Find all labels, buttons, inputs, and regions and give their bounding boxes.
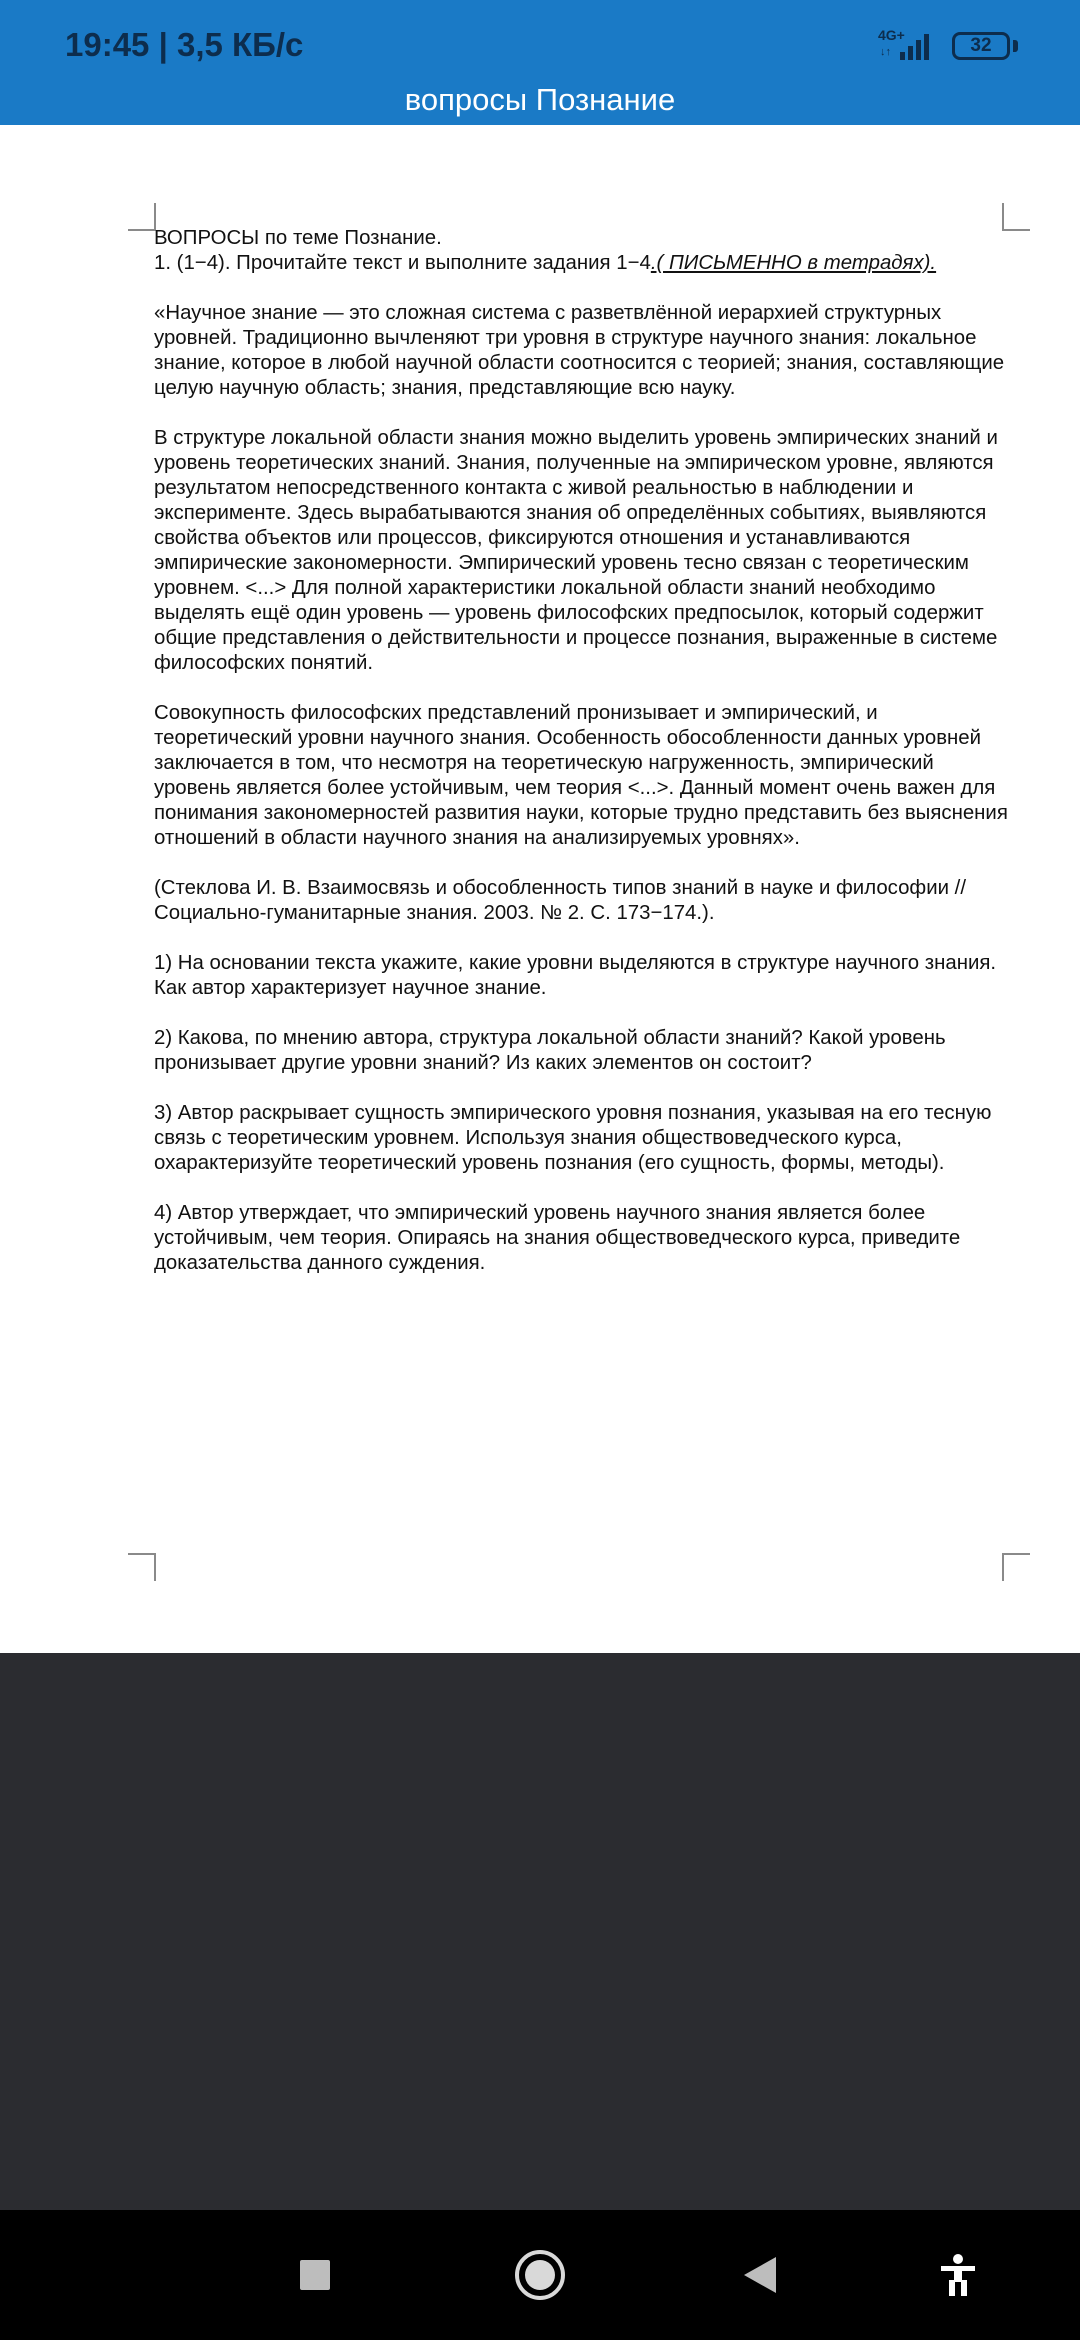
crop-mark-bottom-left — [128, 1553, 156, 1581]
question-2: 2) Какова, по мнению автора, структура локальной области знаний? Какой уровень пронизывает другие уровни знаний? Из каких элементов он состоит? — [154, 1027, 946, 1074]
network-type: 4G+ — [878, 27, 905, 43]
battery-icon — [952, 32, 1010, 60]
question-4: 4) Автор утверждает, что эмпирический уровень научного знания является более устойчивым, чем теория. Опираясь на знания обществоведческого курса, приведите доказательства данного суждения. — [154, 1202, 961, 1274]
paragraph-2: В структуре локальной области знания можно выделить уровень эмпирических знаний и уровень теоретических знаний. Знания, полученные на эмпирическом уровне, являются результатом непосредственного контакта с живой реальностью в наблюдении и эксперименте. Здесь вырабатываются знания об определённых событиях, выявляются свойства объектов или процессов, фиксируются отношения и устанавливаются эмпирические закономерности. Эмпирический уровень тесно связан с теоретическим уровнем. <...> Для полной характеристики локальной области знаний необходимо выделять ещё один уровень — уровень философских предпосылок, который содержит общие представления о действительности и процессе познания, выраженные в системе философских понятий. — [154, 427, 998, 674]
citation: (Стеклова И. В. Взаимосвязь и обособленность типов знаний в науке и философии // Социально-гуманитарные знания. 2003. № 2. С. 173−174.). — [154, 877, 966, 924]
task-line — [154, 251, 1014, 276]
document-title: вопросы Познание — [404, 82, 676, 117]
paragraph-3: Совокупность философских представлений пронизывает и эмпирический, и теоретический уровни научного знания. Особенность обособленности данных уровней заключается в том, что несмотря на теоретическую нагруженность, эмпирический уровень является более устойчивым, чем теория <...>. Данный момент очень важен для понимания закономерностей развития науки, которые трудно представить без выяснения отношений в области научного знания на анализируемых уровнях». — [154, 702, 1008, 849]
question-1: 1) На основании текста укажите, какие уровни выделяются в структуре научного знания. Как автор характеризует научное знание. — [154, 952, 997, 999]
task-line-text: 1. (1−4). Прочитайте текст и выполните задания 1−4 — [154, 252, 651, 274]
circle-icon — [513, 2248, 567, 2302]
crop-mark-top-left — [128, 203, 156, 231]
clock: 19:45 — [65, 26, 150, 63]
viewer-background — [0, 1653, 1080, 2210]
document-heading: ВОПРОСЫ по теме Познание. — [154, 227, 442, 249]
home-button[interactable] — [500, 2210, 580, 2340]
system-navigation-bar — [0, 2210, 1080, 2340]
accessibility-icon — [938, 2253, 978, 2297]
square-icon — [298, 2258, 332, 2292]
paragraph-1: «Научное знание — это сложная система с разветвлённой иерархией структурных уровней. Традиционно вычленяют три уровня в структуре научного знания: локальное знание, которое в любой научной области соотносится с теорией; знания, составляющие целую научную область; знания, представляющие всю науку. — [154, 302, 1005, 399]
document-content — [154, 226, 1014, 1301]
separator: | — [149, 26, 177, 63]
battery-tip — [1013, 40, 1018, 52]
battery-level: 32 — [970, 35, 992, 56]
triangle-back-icon — [742, 2255, 778, 2295]
app-header — [0, 0, 1080, 125]
network-arrows: ↓↑ — [880, 46, 891, 58]
back-button[interactable] — [720, 2210, 800, 2340]
task-note: .( ПИСЬМЕННО в тетрадях). — [650, 252, 937, 274]
crop-mark-bottom-right — [1002, 1553, 1030, 1581]
question-3: 3) Автор раскрывает сущность эмпирического уровня познания, указывая на его тесную связь с теоретическим уровнем. Используя знания обществоведческого курса, охарактеризуйте теоретический уровень познания (его сущность, формы, методы). — [154, 1102, 992, 1174]
status-bar-time — [65, 26, 303, 64]
net-speed: 3,5 КБ/с — [176, 26, 304, 63]
accessibility-button[interactable] — [918, 2210, 998, 2340]
document-page[interactable] — [0, 125, 1080, 1653]
recents-button[interactable] — [275, 2210, 355, 2340]
signal-bars-icon — [898, 30, 938, 62]
